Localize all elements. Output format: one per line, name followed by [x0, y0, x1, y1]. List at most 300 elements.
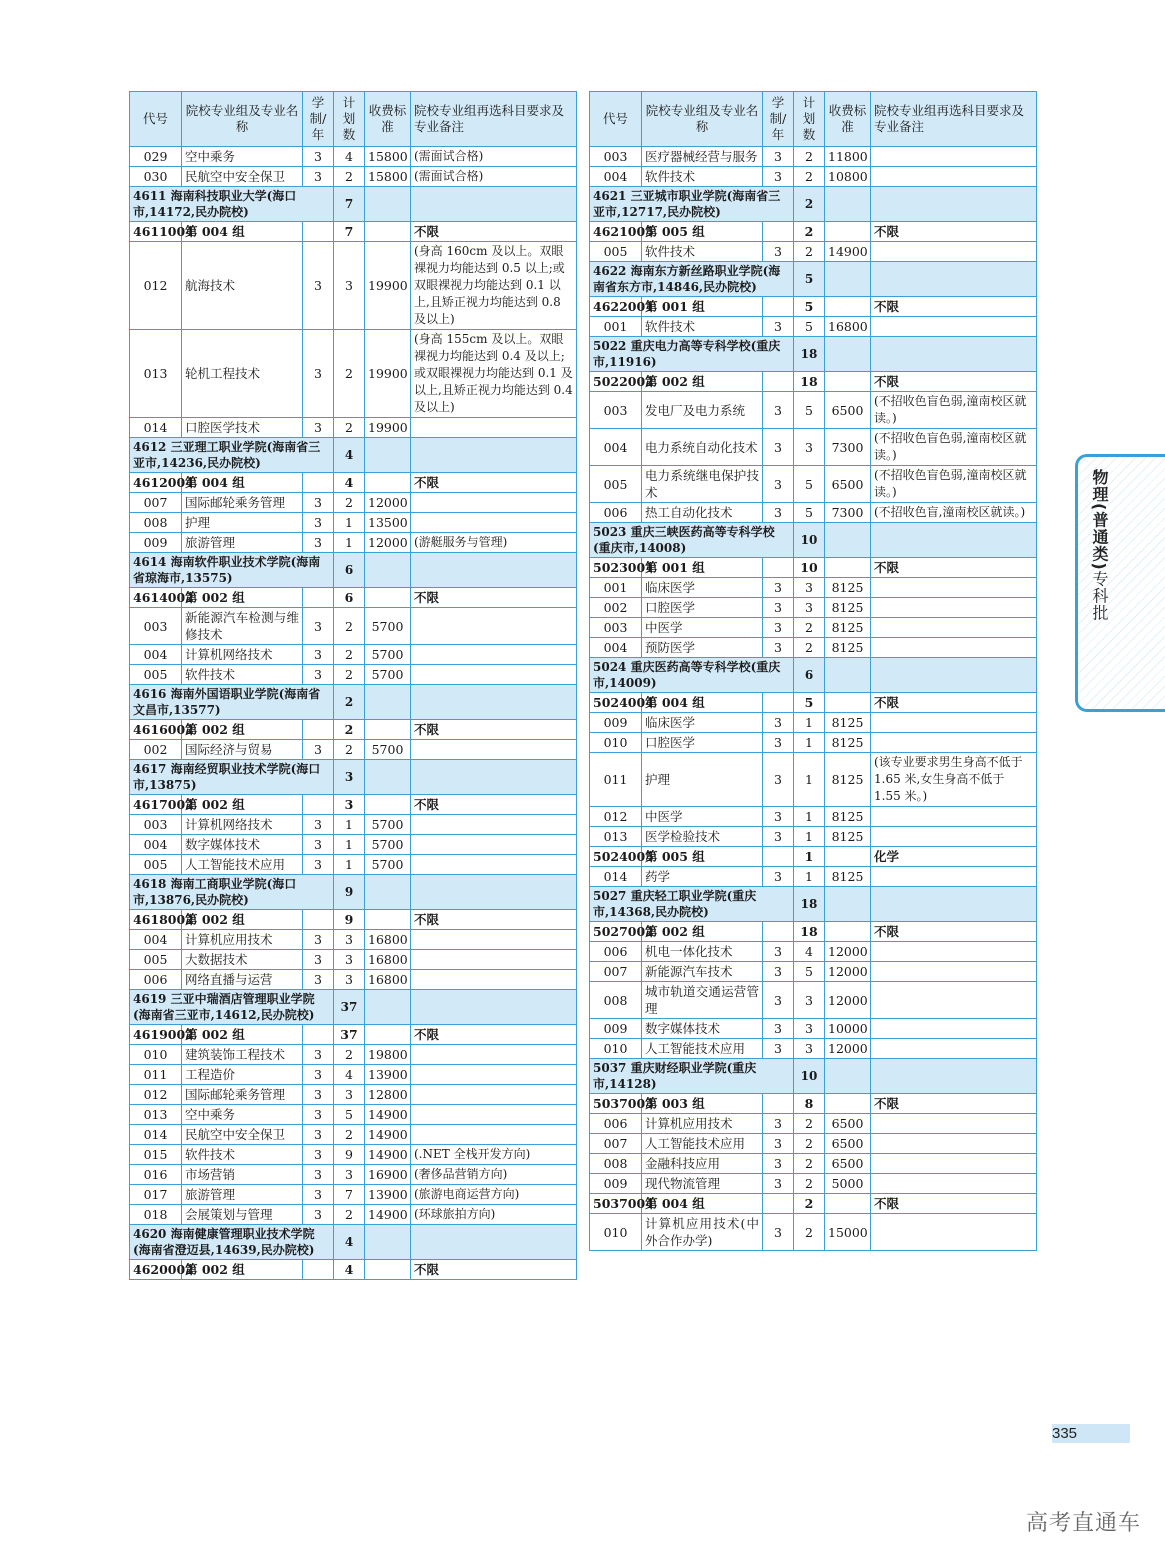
major-years: 3	[303, 330, 334, 418]
section-side-tab	[1075, 454, 1165, 712]
header-name: 院校专业组及专业名称	[642, 92, 763, 147]
major-code: 030	[130, 167, 182, 187]
major-row	[590, 962, 1037, 982]
major-name: 机电一体化技术	[642, 942, 763, 962]
major-fee: 8125	[825, 807, 871, 827]
group-plan: 2	[794, 1194, 825, 1214]
major-years: 3	[303, 1125, 334, 1145]
group-name: 第 002 组	[182, 795, 303, 815]
major-note	[411, 930, 577, 950]
major-row	[130, 1165, 577, 1185]
major-row	[130, 533, 577, 553]
major-code: 009	[590, 1019, 642, 1039]
major-code: 017	[130, 1185, 182, 1205]
major-fee: 10000	[825, 1019, 871, 1039]
group-name: 第 002 组	[642, 372, 763, 392]
institution-row	[590, 523, 1037, 558]
major-name: 轮机工程技术	[182, 330, 303, 418]
group-code: 4618002	[130, 910, 182, 930]
group-code: 5027002	[590, 922, 642, 942]
group-name: 第 002 组	[182, 588, 303, 608]
major-plan: 1	[334, 815, 365, 835]
major-plan: 3	[794, 1019, 825, 1039]
major-note: (需面试合格)	[411, 147, 577, 167]
institution-row	[590, 658, 1037, 693]
group-code: 4616002	[130, 720, 182, 740]
major-years: 3	[303, 1065, 334, 1085]
major-fee: 12000	[365, 493, 411, 513]
major-years: 3	[763, 713, 794, 733]
major-plan: 2	[334, 330, 365, 418]
major-note: (游艇服务与管理)	[411, 533, 577, 553]
major-fee: 16800	[365, 950, 411, 970]
major-code: 001	[590, 317, 642, 337]
major-code: 014	[130, 1125, 182, 1145]
group-plan: 6	[334, 588, 365, 608]
group-name: 第 004 组	[642, 1194, 763, 1214]
group-plan: 5	[794, 297, 825, 317]
major-note	[871, 942, 1037, 962]
major-plan: 5	[794, 317, 825, 337]
major-name: 护理	[642, 753, 763, 807]
empty-cell	[365, 1260, 411, 1280]
major-note	[411, 855, 577, 875]
institution-plan: 18	[794, 337, 825, 372]
group-name: 第 001 组	[642, 297, 763, 317]
major-years: 3	[763, 429, 794, 466]
major-note	[411, 1045, 577, 1065]
major-plan: 2	[794, 638, 825, 658]
empty-cell	[365, 685, 411, 720]
major-plan: 2	[334, 740, 365, 760]
empty-cell	[365, 795, 411, 815]
major-years: 3	[763, 807, 794, 827]
group-row	[130, 473, 577, 493]
major-fee: 8125	[825, 713, 871, 733]
empty-cell	[303, 1260, 334, 1280]
empty-cell	[825, 693, 871, 713]
empty-cell	[871, 887, 1037, 922]
major-note: (不招收色盲色弱,潼南校区就读。)	[871, 466, 1037, 503]
major-fee: 7300	[825, 503, 871, 523]
major-fee: 13500	[365, 513, 411, 533]
major-fee: 16900	[365, 1165, 411, 1185]
admission-table-right	[589, 91, 1037, 1251]
major-note	[871, 1214, 1037, 1251]
major-row	[590, 317, 1037, 337]
major-note: (旅游电商运营方向)	[411, 1185, 577, 1205]
major-years: 3	[763, 1154, 794, 1174]
major-plan: 3	[334, 970, 365, 990]
major-years: 3	[303, 533, 334, 553]
group-name: 第 004 组	[642, 693, 763, 713]
group-plan: 2	[794, 222, 825, 242]
institution-row	[130, 1225, 577, 1260]
major-plan: 7	[334, 1185, 365, 1205]
major-name: 口腔医学	[642, 598, 763, 618]
major-row	[130, 970, 577, 990]
major-note: (身高 155cm 及以上。双眼裸视力均能达到 0.4 及以上;或双眼裸视力均能达到 0.1 及以上,且矫正视力均能达到 0.4 及以上)	[411, 330, 577, 418]
major-plan: 2	[334, 1125, 365, 1145]
major-name: 医学检验技术	[642, 827, 763, 847]
group-plan: 10	[794, 558, 825, 578]
major-code: 010	[590, 1214, 642, 1251]
major-plan: 5	[794, 962, 825, 982]
empty-cell	[825, 372, 871, 392]
major-code: 013	[130, 1105, 182, 1125]
group-row	[590, 693, 1037, 713]
institution-plan: 7	[334, 187, 365, 222]
major-code: 007	[130, 493, 182, 513]
group-plan: 1	[794, 847, 825, 867]
major-name: 航海技术	[182, 242, 303, 330]
major-note	[411, 493, 577, 513]
major-row	[590, 167, 1037, 187]
major-plan: 4	[334, 147, 365, 167]
institution-row	[130, 187, 577, 222]
major-row	[590, 753, 1037, 807]
major-years: 3	[303, 1185, 334, 1205]
major-note: (不招收色盲,潼南校区就读。)	[871, 503, 1037, 523]
major-fee: 6500	[825, 466, 871, 503]
institution-plan: 4	[334, 438, 365, 473]
major-fee: 13900	[365, 1065, 411, 1085]
major-years: 3	[763, 733, 794, 753]
empty-cell	[365, 1025, 411, 1045]
major-name: 医疗器械经营与服务	[642, 147, 763, 167]
empty-cell	[411, 1225, 577, 1260]
major-code: 008	[590, 982, 642, 1019]
major-years: 3	[763, 147, 794, 167]
major-row	[590, 392, 1037, 429]
institution-row	[130, 438, 577, 473]
major-plan: 2	[334, 167, 365, 187]
empty-cell	[825, 1059, 871, 1094]
major-note	[411, 1125, 577, 1145]
empty-cell	[303, 795, 334, 815]
major-row	[130, 1205, 577, 1225]
institution-name: 5023 重庆三峡医药高等专科学校(重庆市,14008)	[590, 523, 794, 558]
major-name: 国际邮轮乘务管理	[182, 1085, 303, 1105]
group-name: 第 005 组	[642, 222, 763, 242]
empty-cell	[763, 297, 794, 317]
major-row	[590, 466, 1037, 503]
major-row	[130, 608, 577, 645]
major-years: 3	[303, 835, 334, 855]
major-name: 计算机网络技术	[182, 815, 303, 835]
major-code: 012	[130, 1085, 182, 1105]
major-row	[590, 942, 1037, 962]
header-fee: 收费标准	[365, 92, 411, 147]
major-code: 007	[590, 1134, 642, 1154]
major-fee: 8125	[825, 827, 871, 847]
major-plan: 3	[334, 950, 365, 970]
group-plan: 7	[334, 222, 365, 242]
major-years: 3	[763, 1114, 794, 1134]
group-requirement: 化学	[871, 847, 1037, 867]
major-plan: 3	[334, 930, 365, 950]
major-years: 3	[303, 1165, 334, 1185]
major-note	[871, 1039, 1037, 1059]
major-row	[130, 1145, 577, 1165]
group-row	[590, 922, 1037, 942]
group-code: 5037004	[590, 1194, 642, 1214]
institution-plan: 10	[794, 523, 825, 558]
major-name: 软件技术	[182, 1145, 303, 1165]
group-requirement: 不限	[871, 922, 1037, 942]
institution-row	[590, 262, 1037, 297]
group-row	[130, 720, 577, 740]
major-row	[590, 827, 1037, 847]
header-plan: 计划数	[334, 92, 365, 147]
major-note	[871, 713, 1037, 733]
table-header	[590, 92, 1037, 147]
group-requirement: 不限	[411, 910, 577, 930]
major-row	[130, 740, 577, 760]
major-code: 006	[590, 503, 642, 523]
empty-cell	[303, 1025, 334, 1045]
major-note: (不招收色盲色弱,潼南校区就读。)	[871, 392, 1037, 429]
major-years: 3	[303, 950, 334, 970]
major-years: 3	[303, 1205, 334, 1225]
major-code: 003	[590, 618, 642, 638]
group-plan: 2	[334, 720, 365, 740]
major-fee: 15800	[365, 147, 411, 167]
major-name: 空中乘务	[182, 1105, 303, 1125]
major-name: 空中乘务	[182, 147, 303, 167]
major-years: 3	[303, 513, 334, 533]
group-plan: 9	[334, 910, 365, 930]
group-name: 第 002 组	[182, 1260, 303, 1280]
major-row	[130, 1185, 577, 1205]
major-fee: 6500	[825, 1154, 871, 1174]
major-row	[130, 330, 577, 418]
major-plan: 4	[794, 942, 825, 962]
major-note	[871, 147, 1037, 167]
major-years: 3	[763, 867, 794, 887]
empty-cell	[411, 875, 577, 910]
institution-row	[590, 187, 1037, 222]
group-plan: 5	[794, 693, 825, 713]
header-note: 院校专业组再选科目要求及专业备注	[871, 92, 1037, 147]
major-fee: 5700	[365, 608, 411, 645]
major-code: 004	[590, 638, 642, 658]
major-name: 建筑装饰工程技术	[182, 1045, 303, 1065]
institution-name: 4617 海南经贸职业技术学院(海口市,13875)	[130, 760, 334, 795]
empty-cell	[365, 187, 411, 222]
group-row	[590, 558, 1037, 578]
group-row	[130, 1025, 577, 1045]
group-row	[590, 297, 1037, 317]
major-fee: 5700	[365, 645, 411, 665]
major-plan: 3	[334, 242, 365, 330]
major-years: 3	[763, 392, 794, 429]
major-years: 3	[763, 578, 794, 598]
empty-cell	[825, 187, 871, 222]
empty-cell	[871, 262, 1037, 297]
empty-cell	[825, 297, 871, 317]
major-note	[871, 1174, 1037, 1194]
group-requirement: 不限	[871, 693, 1037, 713]
major-fee: 8125	[825, 638, 871, 658]
major-row	[130, 665, 577, 685]
major-row	[130, 950, 577, 970]
side-tab-category: (普通类)	[1090, 503, 1109, 571]
major-plan: 1	[334, 855, 365, 875]
major-note	[871, 317, 1037, 337]
empty-cell	[411, 685, 577, 720]
major-years: 3	[763, 962, 794, 982]
major-name: 人工智能技术应用	[642, 1134, 763, 1154]
major-plan: 1	[334, 533, 365, 553]
major-name: 中医学	[642, 618, 763, 638]
major-name: 人工智能技术应用	[642, 1039, 763, 1059]
institution-name: 4616 海南外国语职业学院(海南省文昌市,13577)	[130, 685, 334, 720]
major-code: 006	[590, 1114, 642, 1134]
major-fee: 5700	[365, 740, 411, 760]
major-row	[590, 867, 1037, 887]
major-row	[130, 930, 577, 950]
group-requirement: 不限	[411, 588, 577, 608]
major-name: 口腔医学技术	[182, 418, 303, 438]
major-fee: 16800	[365, 970, 411, 990]
major-plan: 3	[794, 982, 825, 1019]
major-note	[871, 618, 1037, 638]
group-name: 第 002 组	[642, 922, 763, 942]
major-code: 006	[130, 970, 182, 990]
major-row	[130, 147, 577, 167]
major-note	[411, 645, 577, 665]
major-fee: 5700	[365, 665, 411, 685]
empty-cell	[365, 473, 411, 493]
major-row	[590, 598, 1037, 618]
institution-row	[590, 337, 1037, 372]
major-years: 3	[303, 645, 334, 665]
group-requirement: 不限	[871, 558, 1037, 578]
group-row	[590, 847, 1037, 867]
major-fee: 12000	[825, 982, 871, 1019]
empty-cell	[763, 847, 794, 867]
group-name: 第 004 组	[182, 222, 303, 242]
major-years: 3	[303, 493, 334, 513]
empty-cell	[365, 588, 411, 608]
major-years: 3	[303, 242, 334, 330]
major-code: 013	[130, 330, 182, 418]
group-plan: 8	[794, 1094, 825, 1114]
table-header	[130, 92, 577, 147]
empty-cell	[303, 588, 334, 608]
major-code: 011	[130, 1065, 182, 1085]
major-name: 新能源汽车检测与维修技术	[182, 608, 303, 645]
major-name: 国际经济与贸易	[182, 740, 303, 760]
major-fee: 12000	[825, 942, 871, 962]
major-name: 现代物流管理	[642, 1174, 763, 1194]
empty-cell	[825, 1094, 871, 1114]
major-row	[590, 1214, 1037, 1251]
major-note	[871, 242, 1037, 262]
major-name: 国际邮轮乘务管理	[182, 493, 303, 513]
group-row	[590, 372, 1037, 392]
group-plan: 4	[334, 473, 365, 493]
major-name: 中医学	[642, 807, 763, 827]
major-fee: 5700	[365, 855, 411, 875]
group-name: 第 005 组	[642, 847, 763, 867]
major-code: 016	[130, 1165, 182, 1185]
major-code: 014	[590, 867, 642, 887]
major-row	[590, 982, 1037, 1019]
group-name: 第 002 组	[182, 720, 303, 740]
table-body-right	[590, 147, 1037, 1251]
major-fee: 7300	[825, 429, 871, 466]
major-name: 计算机应用技术	[642, 1114, 763, 1134]
major-years: 3	[303, 1105, 334, 1125]
empty-cell	[871, 523, 1037, 558]
major-fee: 16800	[365, 930, 411, 950]
major-years: 3	[303, 1145, 334, 1165]
major-code: 005	[130, 855, 182, 875]
institution-plan: 3	[334, 760, 365, 795]
major-fee: 8125	[825, 598, 871, 618]
major-row	[590, 618, 1037, 638]
group-name: 第 003 组	[642, 1094, 763, 1114]
major-plan: 1	[794, 713, 825, 733]
group-requirement: 不限	[411, 795, 577, 815]
major-name: 新能源汽车技术	[642, 962, 763, 982]
major-note: (该专业要求男生身高不低于 1.65 米,女生身高不低于 1.55 米。)	[871, 753, 1037, 807]
major-code: 003	[130, 815, 182, 835]
group-requirement: 不限	[411, 1025, 577, 1045]
major-code: 012	[590, 807, 642, 827]
empty-cell	[763, 1194, 794, 1214]
major-years: 3	[303, 930, 334, 950]
group-name: 第 001 组	[642, 558, 763, 578]
major-name: 临床医学	[642, 713, 763, 733]
major-row	[590, 147, 1037, 167]
major-name: 市场营销	[182, 1165, 303, 1185]
major-name: 软件技术	[642, 317, 763, 337]
major-name: 旅游管理	[182, 1185, 303, 1205]
group-code: 4622001	[590, 297, 642, 317]
group-row	[130, 795, 577, 815]
group-plan: 3	[334, 795, 365, 815]
empty-cell	[411, 760, 577, 795]
institution-row	[130, 685, 577, 720]
major-fee: 5700	[365, 815, 411, 835]
group-name: 第 002 组	[182, 1025, 303, 1045]
group-code: 5037003	[590, 1094, 642, 1114]
major-fee: 19800	[365, 1045, 411, 1065]
major-years: 3	[763, 638, 794, 658]
major-years: 3	[763, 618, 794, 638]
major-row	[590, 807, 1037, 827]
institution-name: 4622 海南东方新丝路职业学院(海南省东方市,14846,民办院校)	[590, 262, 794, 297]
major-years: 3	[763, 827, 794, 847]
header-note: 院校专业组再选科目要求及专业备注	[411, 92, 577, 147]
major-name: 会展策划与管理	[182, 1205, 303, 1225]
empty-cell	[825, 262, 871, 297]
major-fee: 12000	[365, 533, 411, 553]
major-code: 003	[130, 608, 182, 645]
major-years: 3	[303, 855, 334, 875]
header-code: 代号	[590, 92, 642, 147]
major-years: 3	[763, 466, 794, 503]
major-code: 015	[130, 1145, 182, 1165]
major-code: 004	[130, 645, 182, 665]
group-code: 5024005	[590, 847, 642, 867]
group-code: 4619002	[130, 1025, 182, 1045]
major-plan: 3	[794, 578, 825, 598]
major-code: 018	[130, 1205, 182, 1225]
